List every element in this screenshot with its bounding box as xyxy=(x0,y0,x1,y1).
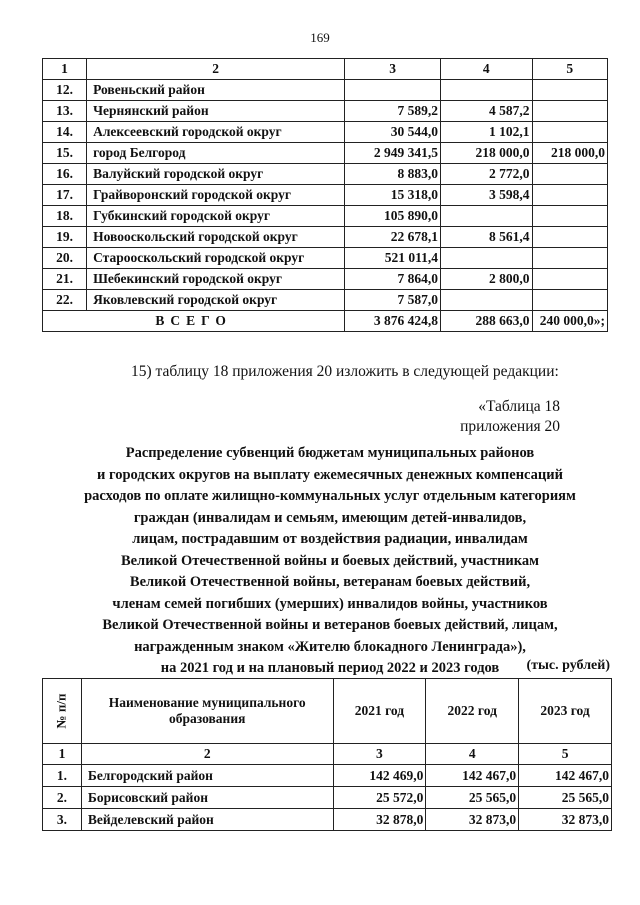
heading-line: граждан (инвалидам и семьям, имеющим детей-инвалидов, xyxy=(133,509,527,526)
row-number: 12. xyxy=(43,80,87,101)
value-col3: 30 544,0 xyxy=(345,122,441,143)
table-body xyxy=(43,765,612,831)
value-col3: 15 318,0 xyxy=(345,185,441,206)
district-name: Старооскольский городской округ xyxy=(87,248,345,269)
table-row xyxy=(43,765,612,787)
total-value-4: 288 663,0 xyxy=(441,311,532,332)
header-2023: 2023 год xyxy=(519,679,612,744)
district-name: город Белгород xyxy=(87,143,345,164)
row-number: 18. xyxy=(43,206,87,227)
value-col3: 8 883,0 xyxy=(345,164,441,185)
header-number xyxy=(43,679,82,744)
row-number: 15. xyxy=(43,143,87,164)
value-col4: 218 000,0 xyxy=(441,143,532,164)
table-reference-line: «Таблица 18 xyxy=(478,398,560,415)
value-col5 xyxy=(532,101,607,122)
header-name: Наименование муниципального образования xyxy=(81,679,333,744)
table-total-row xyxy=(43,311,608,332)
value-col3: 7 587,0 xyxy=(345,290,441,311)
district-name: Вейделевский район xyxy=(81,809,333,831)
district-name: Чернянский район xyxy=(87,101,345,122)
subsidy-table-continued xyxy=(42,58,608,332)
value-col4: 2 772,0 xyxy=(441,164,532,185)
heading-line: лицам, пострадавшим от воздействия радиации, инвалидам xyxy=(132,531,528,547)
table-row xyxy=(43,164,608,185)
column-number-5: 5 xyxy=(519,744,612,765)
header-number-label: № п/п xyxy=(53,693,69,729)
value-col5 xyxy=(532,206,607,227)
value-2022: 142 467,0 xyxy=(426,765,519,787)
total-value-3: 3 876 424,8 xyxy=(345,311,441,332)
value-col4: 2 800,0 xyxy=(441,269,532,290)
table-header-row xyxy=(43,679,612,744)
value-2023: 142 467,0 xyxy=(519,765,612,787)
column-number-row xyxy=(43,744,612,765)
value-col5 xyxy=(532,227,607,248)
heading-line: и городских округов на выплату ежемесячных денежных компенсаций xyxy=(97,466,563,483)
value-col5 xyxy=(532,164,607,185)
row-number: 2. xyxy=(43,787,82,809)
row-number: 21. xyxy=(43,269,87,290)
value-2023: 32 873,0 xyxy=(519,809,612,831)
column-number-2: 2 xyxy=(81,744,333,765)
amendment-paragraph: 15) таблицу 18 приложения 20 изложить в следующей редакции: xyxy=(131,363,559,380)
value-col4: 8 561,4 xyxy=(441,227,532,248)
heading-line: расходов по оплате жилищно-коммунальных услуг отдельным категориям xyxy=(84,488,576,504)
subsidy-table-18 xyxy=(42,678,612,831)
header-2022: 2022 год xyxy=(426,679,519,744)
value-2022: 25 565,0 xyxy=(426,787,519,809)
heading-line: членам семей погибших (умерших) инвалидов войны, участников xyxy=(112,595,548,612)
table-reference xyxy=(420,397,560,437)
row-number: 22. xyxy=(43,290,87,311)
header-2021: 2021 год xyxy=(333,679,426,744)
value-col5 xyxy=(532,122,607,143)
value-col4 xyxy=(441,248,532,269)
value-col4 xyxy=(441,206,532,227)
column-number-2: 2 xyxy=(87,59,345,80)
row-number: 17. xyxy=(43,185,87,206)
district-name: Валуйский городской округ xyxy=(87,164,345,185)
district-name: Грайворонский городской округ xyxy=(87,185,345,206)
row-number: 1. xyxy=(43,765,82,787)
value-col4: 3 598,4 xyxy=(441,185,532,206)
table-reference-line: приложения 20 xyxy=(460,418,560,435)
table-row xyxy=(43,206,608,227)
table-row xyxy=(43,101,608,122)
table-row xyxy=(43,80,608,101)
column-number-4: 4 xyxy=(426,744,519,765)
row-number: 3. xyxy=(43,809,82,831)
value-col5 xyxy=(532,185,607,206)
row-number: 20. xyxy=(43,248,87,269)
column-number-3: 3 xyxy=(345,59,441,80)
value-col5 xyxy=(532,80,607,101)
total-value-5: 240 000,0»; xyxy=(532,311,607,332)
total-label: ВСЕГО xyxy=(43,311,345,332)
value-col5: 218 000,0 xyxy=(532,143,607,164)
row-number: 13. xyxy=(43,101,87,122)
table-row xyxy=(43,269,608,290)
table-row xyxy=(43,227,608,248)
table-row xyxy=(43,809,612,831)
heading-line: Великой Отечественной войны и ветеранов боевых действий, лицам, xyxy=(102,617,558,633)
heading-line: награжденным знаком «Жителю блокадного Ленинграда»), xyxy=(134,638,526,655)
value-2021: 32 878,0 xyxy=(333,809,426,831)
value-col3: 521 011,4 xyxy=(345,248,441,269)
row-number: 16. xyxy=(43,164,87,185)
value-col3: 105 890,0 xyxy=(345,206,441,227)
district-name: Новооскольский городской округ xyxy=(87,227,345,248)
page-number: 169 xyxy=(310,30,330,45)
row-number: 14. xyxy=(43,122,87,143)
district-name: Борисовский район xyxy=(81,787,333,809)
table-row xyxy=(43,248,608,269)
table-body xyxy=(43,80,608,311)
table-row xyxy=(43,122,608,143)
value-col3: 7 864,0 xyxy=(345,269,441,290)
table-heading xyxy=(40,443,620,680)
heading-line: на 2021 год и на плановый период 2022 и 2023 годов xyxy=(160,660,500,676)
column-number-3: 3 xyxy=(333,744,426,765)
value-2022: 32 873,0 xyxy=(426,809,519,831)
table-row xyxy=(43,143,608,164)
heading-line: Великой Отечественной войны, ветеранам боевых действий, xyxy=(129,574,531,590)
column-number-4: 4 xyxy=(441,59,532,80)
table-header-row xyxy=(43,59,608,80)
value-col3: 22 678,1 xyxy=(345,227,441,248)
table-row xyxy=(43,290,608,311)
value-col4 xyxy=(441,80,532,101)
column-number-1: 1 xyxy=(43,744,82,765)
heading-line: Распределение субвенций бюджетам муниципальных районов xyxy=(125,445,535,461)
district-name: Белгородский район xyxy=(81,765,333,787)
value-2023: 25 565,0 xyxy=(519,787,612,809)
table-row xyxy=(43,185,608,206)
value-col5 xyxy=(532,290,607,311)
value-2021: 25 572,0 xyxy=(333,787,426,809)
value-col3: 7 589,2 xyxy=(345,101,441,122)
value-col5 xyxy=(532,269,607,290)
district-name: Губкинский городской округ xyxy=(87,206,345,227)
value-col3 xyxy=(345,80,441,101)
district-name: Алексеевский городской округ xyxy=(87,122,345,143)
column-number-1: 1 xyxy=(43,59,87,80)
column-number-5: 5 xyxy=(532,59,607,80)
value-col4: 1 102,1 xyxy=(441,122,532,143)
value-2021: 142 469,0 xyxy=(333,765,426,787)
row-number: 19. xyxy=(43,227,87,248)
district-name: Яковлевский городской округ xyxy=(87,290,345,311)
district-name: Шебекинский городской округ xyxy=(87,269,345,290)
value-col3: 2 949 341,5 xyxy=(345,143,441,164)
table-row xyxy=(43,787,612,809)
units-label: (тыс. рублей) xyxy=(526,658,610,673)
heading-line: Великой Отечественной войны и боевых действий, участникам xyxy=(120,552,540,569)
value-col4: 4 587,2 xyxy=(441,101,532,122)
value-col5 xyxy=(532,248,607,269)
value-col4 xyxy=(441,290,532,311)
district-name: Ровеньский район xyxy=(87,80,345,101)
